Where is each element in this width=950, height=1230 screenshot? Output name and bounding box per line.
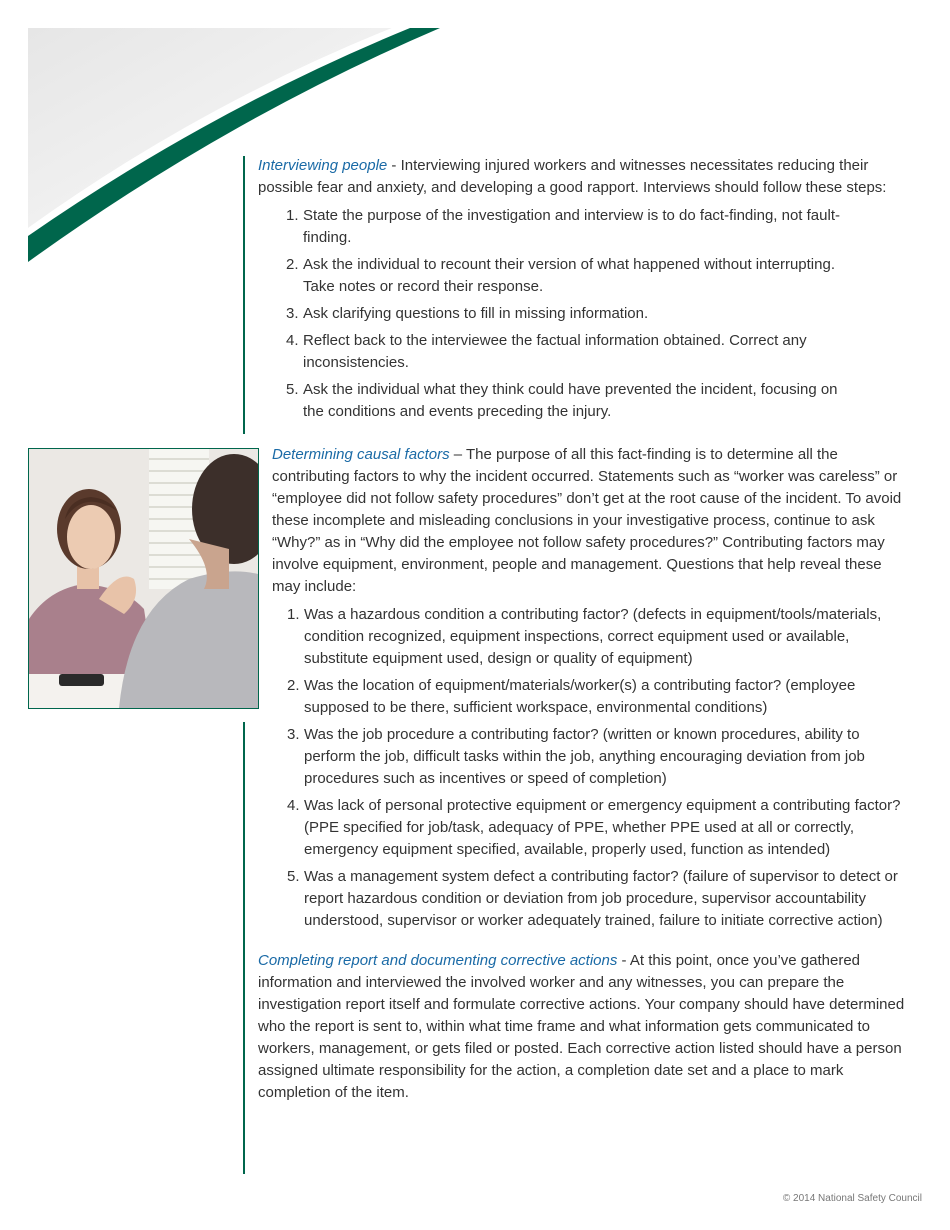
list-item <box>272 795 912 861</box>
list-text: Ask the individual to recount their version of what happened without interrupting. Take notes or record their response. <box>303 256 835 295</box>
list-number: 2. <box>287 677 300 694</box>
list-number: 1. <box>286 207 299 224</box>
interviewing-intro: - Interviewing injured workers and witnesses necessitates reducing their possible fear and anxiety, and developing a good rapport. Interviews should follow these steps: <box>258 157 887 196</box>
list-number: 2. <box>286 256 299 273</box>
left-rule-top <box>243 156 245 434</box>
list-item <box>272 724 912 790</box>
list-number: 4. <box>286 332 299 349</box>
copyright-footer: © 2014 National Safety Council <box>782 1193 922 1204</box>
list-text: Was lack of personal protective equipment or emergency equipment a contributing factor? (PPE specified for job/task, adequacy of PPE, whether PPE used at all or correctly, emergency equipment specified, available, properly used, function as intended) <box>304 797 901 858</box>
causal-intro-paragraph <box>272 444 912 598</box>
list-text: Was a management system defect a contributing factor? (failure of supervisor to detect or report hazardous condition or deviation from job procedure, supervisor accountability understood, supervisor or worker adequately trained, failure to initiate corrective action) <box>304 868 898 929</box>
report-paragraph <box>258 950 913 1104</box>
causal-factors-section <box>272 444 912 932</box>
list-text: Ask clarifying questions to fill in missing information. <box>303 305 649 322</box>
list-item <box>271 303 856 325</box>
list-item <box>271 330 856 374</box>
list-number: 3. <box>287 726 300 743</box>
list-item <box>271 205 856 249</box>
causal-intro: – The purpose of all this fact-finding is to determine all the contributing factors to why the incident occurred. Statements such as “worker was careless” or “employee did not follow safety procedures” don’t get at the root cause of the incident. To avoid these incomplete and misleading conclusions in your investigative process, continue to ask “Why?” as in “Why did the employee not follow safety procedures?” Contributing factors may involve equipment, environment, people and management. Questions that help reveal these may include: <box>272 446 902 595</box>
interview-photo-illustration <box>29 449 258 708</box>
list-number: 5. <box>287 868 300 885</box>
report-section <box>258 950 913 1104</box>
list-text: Ask the individual what they think could have prevented the incident, focusing on the conditions and events preceding the injury. <box>303 381 838 420</box>
list-text: Reflect back to the interviewee the factual information obtained. Correct any inconsistencies. <box>303 332 807 371</box>
list-text: Was a hazardous condition a contributing factor? (defects in equipment/tools/materials, condition recognized, equipment inspections, correct equipment used or available, substitute equipment used, design or quality of equipment) <box>304 606 882 667</box>
interview-steps-list <box>271 205 856 423</box>
causal-questions-list <box>272 604 912 932</box>
interviewing-intro-paragraph <box>258 155 908 199</box>
list-item <box>272 604 912 670</box>
report-body: - At this point, once you’ve gathered information and interviewed the involved worker and any witnesses, you can prepare the investigation report itself and formulate corrective actions. Your company should have determined who the report is sent to, within what time frame and what information gets communicated to workers, management, or gets filed or posted. Each corrective action listed should have a person assigned ultimate responsibility for the action, a completion date set and a place to mark completion of the item. <box>258 952 905 1101</box>
interviewing-heading: Interviewing people <box>258 157 388 174</box>
interview-photo <box>28 448 259 709</box>
interviewing-section <box>258 155 908 423</box>
list-item <box>272 675 912 719</box>
list-number: 1. <box>287 606 300 623</box>
list-number: 3. <box>286 305 299 322</box>
left-rule-bottom <box>243 722 245 1174</box>
list-number: 5. <box>286 381 299 398</box>
list-text: Was the job procedure a contributing factor? (written or known procedures, ability to perform the job, difficult tasks within the job, anything encouraging deviation from job procedures such as incentives or speed of completion) <box>304 726 865 787</box>
list-text: State the purpose of the investigation and interview is to do fact-finding, not fault-finding. <box>303 207 840 246</box>
list-item <box>272 866 912 932</box>
list-text: Was the location of equipment/materials/worker(s) a contributing factor? (employee supposed to be there, sufficient workspace, environmental conditions) <box>304 677 856 716</box>
list-number: 4. <box>287 797 300 814</box>
report-heading: Completing report and documenting corrective actions <box>258 952 618 969</box>
causal-heading: Determining causal factors <box>272 446 450 463</box>
list-item <box>271 254 856 298</box>
list-item <box>271 379 856 423</box>
